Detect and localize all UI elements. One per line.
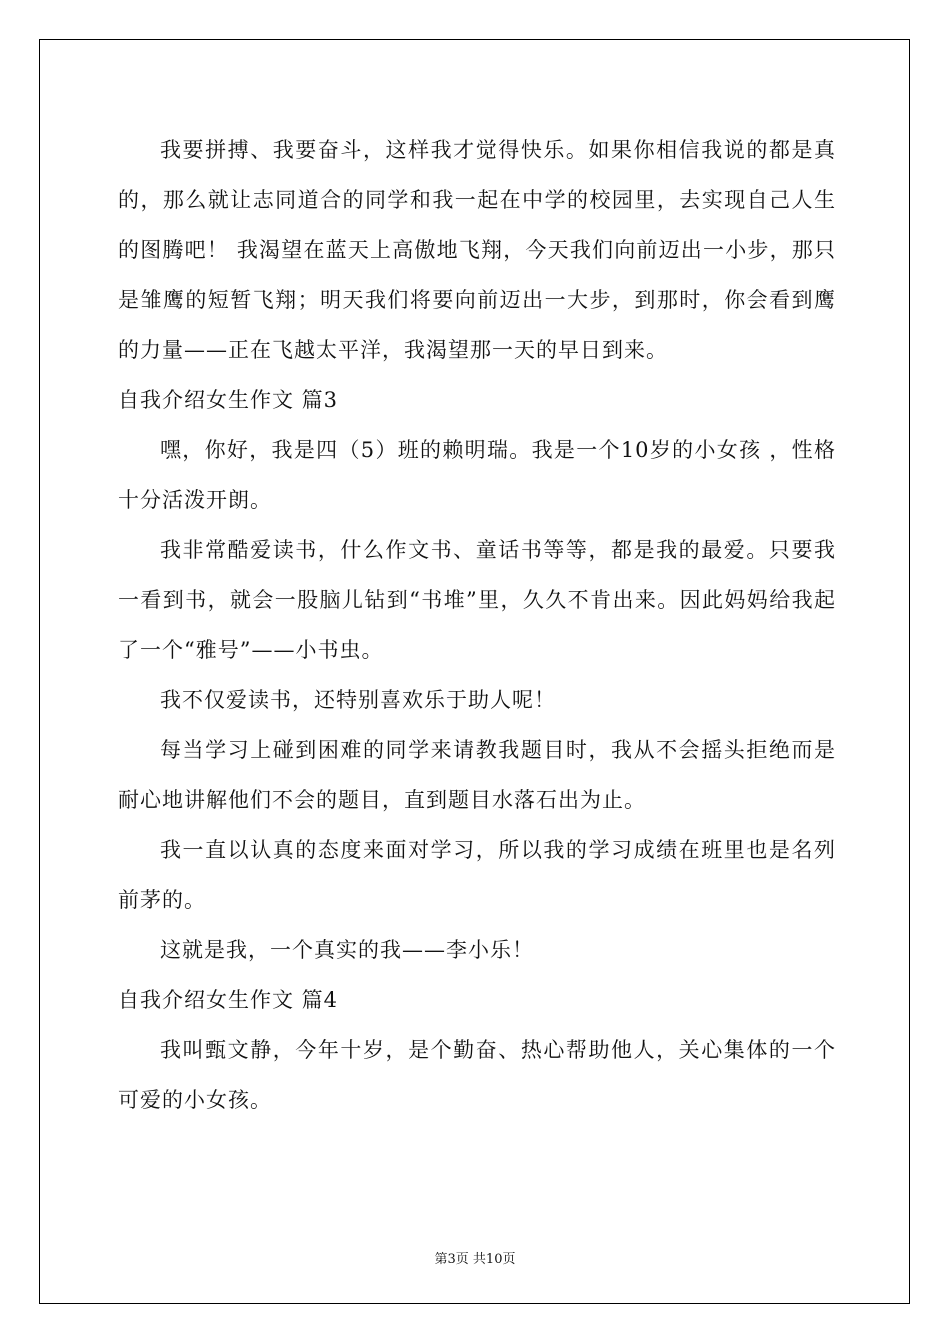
- document-body: [118, 125, 836, 1125]
- page-footer: 第3页 共10页: [434, 1252, 516, 1267]
- paragraph: 嘿，你好，我是四（5）班的赖明瑞。我是一个10岁的小女孩 ，性格十分活泼开朗。: [118, 438, 836, 512]
- paragraph: 每当学习上碰到困难的同学来请教我题目时，我从不会摇头拒绝而是耐心地讲解他们不会的题目，直到题目水落石出为止。: [118, 738, 836, 812]
- paragraph: 我叫甄文静，今年十岁，是个勤奋、热心帮助他人，关心集体的一个可爱的小女孩。: [118, 1038, 836, 1112]
- paragraph: 我要拼搏、我要奋斗，这样我才觉得快乐。如果你相信我说的都是真的，那么就让志同道合的同学和我一起在中学的校园里，去实现自己人生的图腾吧！ 我渴望在蓝天上高傲地飞翔，今天我们向前迈出一小步，那只是雏鹰的短暂飞翔；明天我们将要向前迈出一大步，到那时，你会看到鹰的力量——正在飞越太平洋，我渴望那一天的早日到来。: [118, 138, 836, 362]
- paragraph: 我非常酷爱读书，什么作文书、童话书等等，都是我的最爱。只要我一看到书，就会一股脑儿钻到“书堆”里，久久不肯出来。因此妈妈给我起了一个“雅号”——小书虫。: [118, 538, 836, 662]
- paragraph: 我一直以认真的态度来面对学习，所以我的学习成绩在班里也是名列前茅的。: [118, 838, 836, 912]
- section-heading: 自我介绍女生作文 篇4: [118, 988, 339, 1012]
- paragraph: 我不仅爱读书，还特别喜欢乐于助人呢！: [160, 688, 556, 712]
- section-heading: 自我介绍女生作文 篇3: [118, 388, 339, 412]
- paragraph: 这就是我，一个真实的我——李小乐！: [160, 938, 534, 962]
